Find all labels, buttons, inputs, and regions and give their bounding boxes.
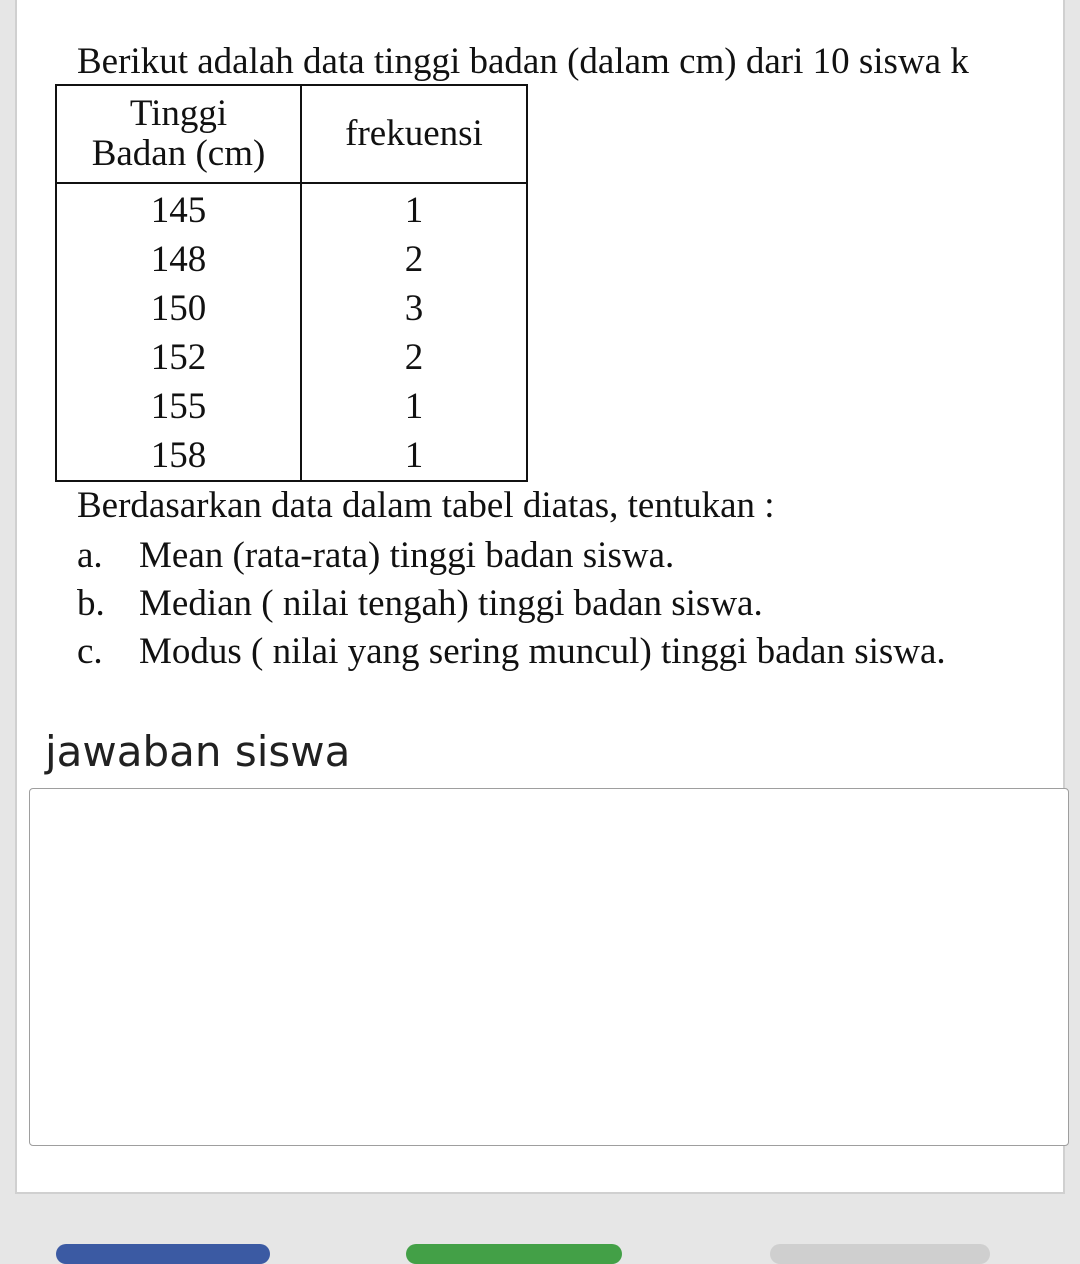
list-item xyxy=(77,532,946,580)
previous-button[interactable] xyxy=(56,1244,270,1264)
frequency-cell: 2 xyxy=(301,235,527,284)
frequency-cell: 3 xyxy=(301,284,527,333)
frequency-cell: 1 xyxy=(301,183,527,235)
table-row xyxy=(56,431,527,481)
frequency-cell: 1 xyxy=(301,382,527,431)
table-header-frequency: frekuensi xyxy=(301,85,527,183)
item-marker: b. xyxy=(77,583,105,624)
height-cell: 158 xyxy=(56,431,301,481)
table-header-height: Tinggi Badan (cm) xyxy=(56,85,301,183)
item-text: Median ( nilai tengah) tinggi badan siswa. xyxy=(139,583,763,624)
answer-textarea[interactable] xyxy=(29,788,1069,1146)
list-item xyxy=(77,628,946,676)
height-cell: 155 xyxy=(56,382,301,431)
question-instruction: Berdasarkan data dalam tabel diatas, tentukan : xyxy=(77,485,775,526)
table-row xyxy=(56,235,527,284)
frequency-cell: 1 xyxy=(301,431,527,481)
table-row xyxy=(56,284,527,333)
item-marker: a. xyxy=(77,535,103,576)
question-intro: Berikut adalah data tinggi badan (dalam cm) dari 10 siswa k xyxy=(77,41,969,82)
item-text: Modus ( nilai yang sering muncul) tinggi badan siswa. xyxy=(139,631,946,672)
submit-button[interactable] xyxy=(406,1244,622,1264)
height-cell: 152 xyxy=(56,333,301,382)
answer-label: jawaban siswa xyxy=(45,727,351,776)
table-row xyxy=(56,333,527,382)
page-gutter xyxy=(1065,0,1080,690)
question-items xyxy=(77,532,946,676)
height-cell: 150 xyxy=(56,284,301,333)
table-row xyxy=(56,382,527,431)
frequency-cell: 2 xyxy=(301,333,527,382)
item-marker: c. xyxy=(77,631,103,672)
question-image xyxy=(55,0,1067,690)
height-frequency-table xyxy=(55,84,528,482)
list-item xyxy=(77,580,946,628)
next-button[interactable] xyxy=(770,1244,990,1264)
height-cell: 145 xyxy=(56,183,301,235)
table-row xyxy=(56,183,527,235)
item-text: Mean (rata-rata) tinggi badan siswa. xyxy=(139,535,675,576)
height-cell: 148 xyxy=(56,235,301,284)
